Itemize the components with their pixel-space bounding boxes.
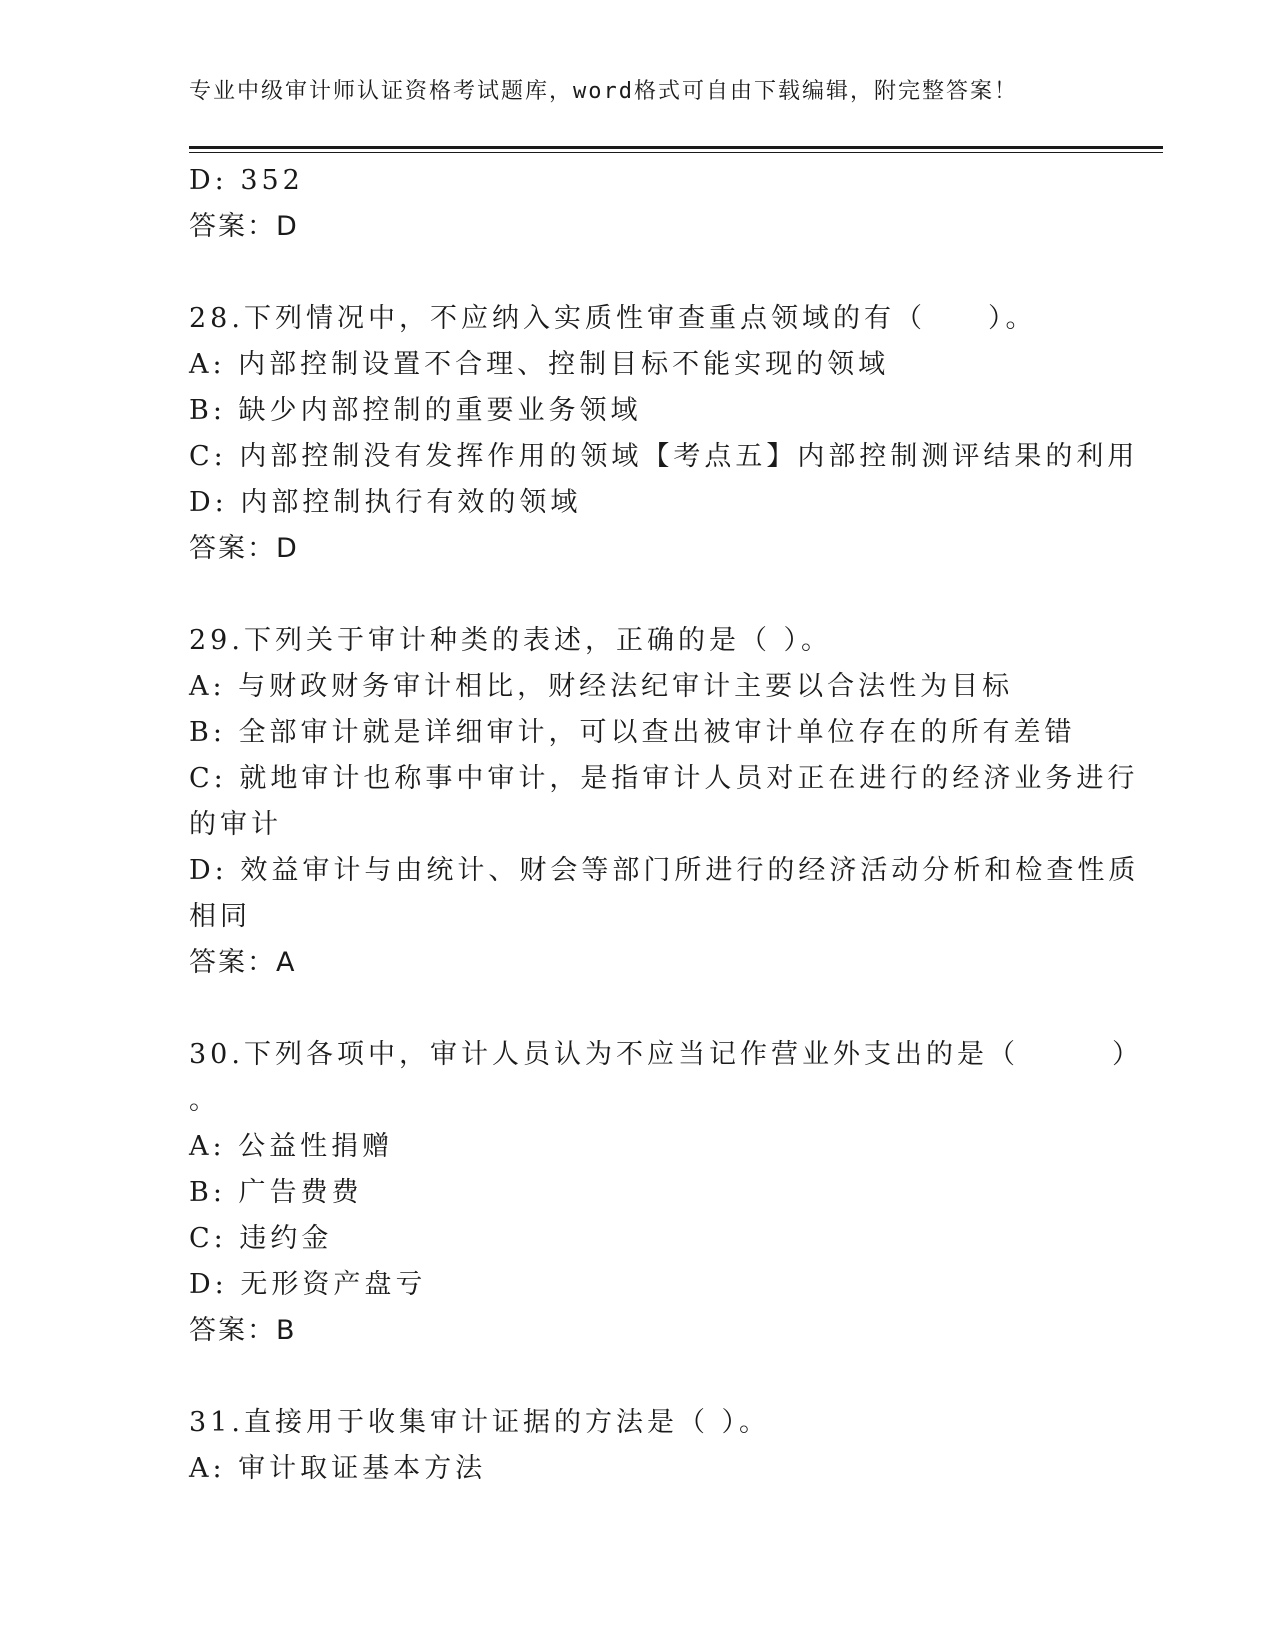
question-stem: 31.直接用于收集审计证据的方法是（ ）。 [189,1407,771,1438]
option-d: D: 内部控制执行有效的领域 [189,487,582,518]
question-stem: 28.下列情况中，不应纳入实质性审查重点领域的有（ ）。 [189,303,1037,334]
option-c-continued: 的审计 [189,809,282,840]
answer: 答案：B [189,1315,297,1346]
option-c: C: 违约金 [189,1223,333,1254]
option-c: C: 就地审计也称事中审计，是指审计人员对正在进行的经济业务进行 [189,763,1139,794]
option-d: D: 无形资产盘亏 [189,1269,427,1300]
option-d: D: 效益审计与由统计、财会等部门所进行的经济活动分析和检查性质 [189,855,1140,886]
option-b: B: 广告费费 [189,1177,363,1208]
option-a: A: 内部控制设置不合理、控制目标不能实现的领域 [189,349,890,380]
option-c: C: 内部控制没有发挥作用的领域【考点五】内部控制测评结果的利用 [189,441,1139,472]
page-header: 专业中级审计师认证资格考试题库，word格式可自由下载编辑，附完整答案！ [189,79,1018,104]
question-31 [189,1400,1089,1492]
question-stem-continued: 。 [189,1085,220,1116]
question-28 [189,296,1139,572]
option-a: A: 公益性捐赠 [189,1131,394,1162]
question-stem: 29.下列关于审计种类的表述，正确的是（ ）。 [189,625,833,656]
option-b: B: 全部审计就是详细审计，可以查出被审计单位存在的所有差错 [189,717,1076,748]
option-a: A: 审计取证基本方法 [189,1453,487,1484]
answer: 答案：D [189,533,299,564]
question-30 [189,1032,1143,1354]
option-d-continued: 相同 [189,901,251,932]
prev-question-option-d: D: 352 [189,165,304,196]
header-divider [189,146,1163,153]
answer: 答案：A [189,947,297,978]
prev-question-answer: 答案：D [189,211,299,242]
option-a: A: 与财政财务审计相比，财经法纪审计主要以合法性为目标 [189,671,1014,702]
question-stem: 30.下列各项中，审计人员认为不应当记作营业外支出的是（ ） [189,1039,1143,1070]
option-b: B: 缺少内部控制的重要业务领域 [189,395,642,426]
question-29 [189,618,1140,986]
document-body [189,158,1143,1492]
